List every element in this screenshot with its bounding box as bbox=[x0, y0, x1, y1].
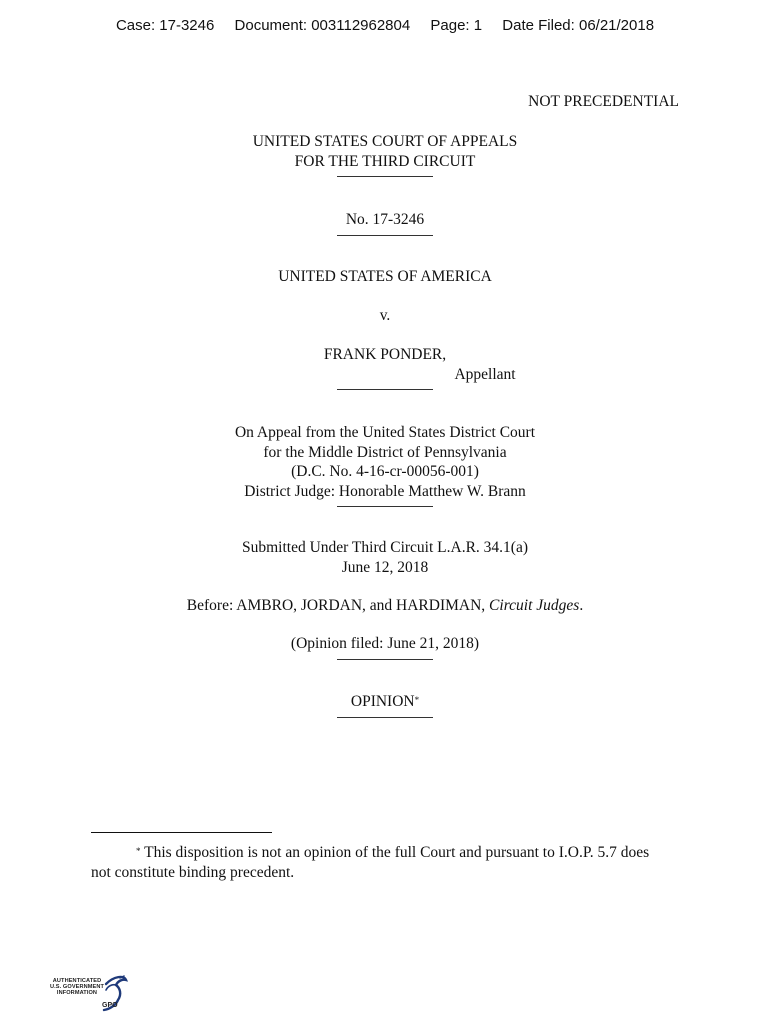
versus: v. bbox=[379, 307, 391, 324]
divider bbox=[337, 389, 433, 390]
gpo-seal-line2: U.S. GOVERNMENT bbox=[49, 984, 105, 991]
opinion-filed-date: (Opinion filed: June 21, 2018) bbox=[290, 635, 480, 652]
appeal-line2: for the Middle District of Pennsylvania bbox=[263, 443, 507, 461]
court-name bbox=[0, 132, 770, 177]
defendant-name: FRANK PONDER, bbox=[323, 346, 447, 363]
court-name-line1: UNITED STATES COURT OF APPEALS bbox=[252, 133, 518, 150]
opinion-filed-block bbox=[0, 634, 770, 660]
submission-block bbox=[0, 538, 770, 577]
gpo-authentication-seal bbox=[44, 972, 134, 1018]
plaintiff: UNITED STATES OF AMERICA bbox=[278, 268, 492, 285]
panel-judges-title: Circuit Judges bbox=[489, 597, 580, 614]
gpo-seal-line1: AUTHENTICATED bbox=[52, 978, 102, 984]
eagle-icon bbox=[44, 972, 134, 1018]
divider bbox=[337, 659, 433, 660]
divider bbox=[337, 176, 433, 177]
panel-judges bbox=[0, 596, 770, 616]
case-number-block bbox=[0, 210, 770, 236]
divider bbox=[337, 235, 433, 236]
document-header bbox=[0, 17, 770, 34]
page-number-header: Page: 1 bbox=[430, 17, 483, 34]
court-name-line2: FOR THE THIRD CIRCUIT bbox=[294, 152, 476, 170]
appeal-line1: On Appeal from the United States District Court bbox=[234, 424, 536, 441]
defendant-block bbox=[0, 345, 770, 390]
footnote-line2: not constitute binding precedent. bbox=[91, 863, 295, 881]
appellant-role: Appellant bbox=[454, 365, 516, 383]
date-filed-header: Date Filed: 06/21/2018 bbox=[502, 17, 655, 34]
gpo-seal-line3: INFORMATION bbox=[56, 990, 98, 997]
footnote-separator bbox=[91, 832, 272, 833]
opinion-title: OPINION bbox=[350, 693, 415, 710]
appeal-line4: District Judge: Honorable Matthew W. Brann bbox=[244, 482, 526, 500]
panel-suffix: . bbox=[579, 597, 584, 614]
opinion-title-block bbox=[0, 692, 770, 718]
appeal-origin bbox=[0, 423, 770, 507]
gpo-mark: GPO bbox=[102, 1002, 118, 1009]
footnote-marker: * bbox=[414, 695, 420, 705]
divider bbox=[337, 506, 433, 507]
footnote bbox=[91, 843, 691, 882]
divider bbox=[337, 717, 433, 718]
panel-prefix: Before: AMBRO, JORDAN, and HARDIMAN, bbox=[186, 597, 490, 614]
case-number-header: Case: 17-3246 bbox=[115, 17, 215, 34]
appeal-line3: (D.C. No. 4-16-cr-00056-001) bbox=[291, 463, 479, 480]
submission-line: Submitted Under Third Circuit L.A.R. 34.1(a) bbox=[242, 539, 528, 556]
case-number: No. 17-3246 bbox=[345, 211, 425, 228]
document-number-header: Document: 003112962804 bbox=[234, 17, 411, 34]
footnote-line1: This disposition is not an opinion of the full Court and pursuant to I.O.P. 5.7 does bbox=[144, 844, 650, 861]
precedential-status: NOT PRECEDENTIAL bbox=[528, 93, 679, 110]
submission-date: June 12, 2018 bbox=[341, 558, 429, 576]
footnote-marker: * bbox=[136, 846, 141, 856]
